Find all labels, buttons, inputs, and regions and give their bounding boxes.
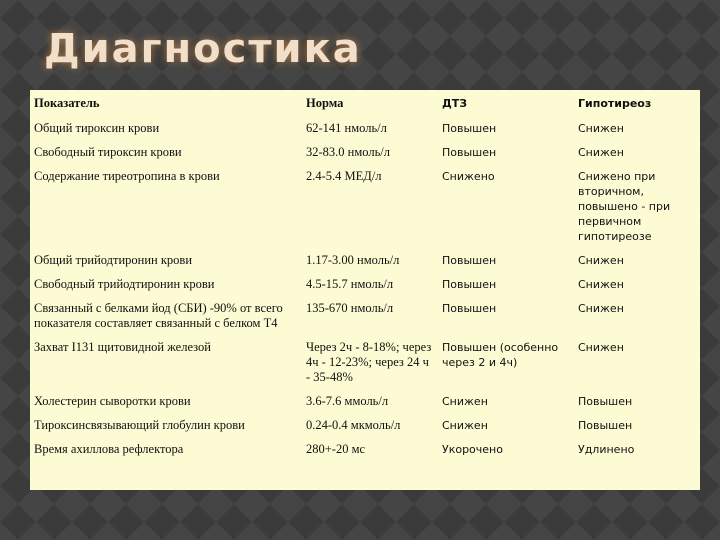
cell-dtz: Повышен — [442, 146, 497, 159]
slide-title: Диагностика — [44, 26, 362, 72]
cell-dtz: Укорочено — [442, 443, 503, 456]
cell-indicator: Свободный тироксин крови — [34, 145, 182, 159]
cell-indicator: Захват I131 щитовидной железой — [34, 340, 211, 354]
cell-indicator: Свободный трийодтиронин крови — [34, 277, 215, 291]
table-row — [30, 440, 700, 464]
table-row — [30, 338, 700, 392]
cell-indicator: Связанный с белками йод (СБИ) -90% от всего показателя составляет связанный с белком Т4 — [34, 301, 283, 330]
cell-hypothyroidism: Удлинено — [578, 443, 635, 456]
cell-hypothyroidism: Снижен — [578, 302, 624, 315]
cell-norm: 2.4-5.4 МЕД/л — [306, 169, 382, 183]
table-header-row — [30, 90, 700, 119]
cell-hypothyroidism: Повышен — [578, 419, 633, 432]
cell-hypothyroidism: Снижен — [578, 122, 624, 135]
cell-dtz: Снижен — [442, 395, 488, 408]
header-indicator: Показатель — [34, 96, 100, 110]
table-row — [30, 143, 700, 167]
cell-dtz: Повышен — [442, 278, 497, 291]
table-row — [30, 251, 700, 275]
table-row — [30, 119, 700, 143]
cell-hypothyroidism: Снижен — [578, 254, 624, 267]
cell-indicator: Время ахиллова рефлектора — [34, 442, 184, 456]
cell-norm: Через 2ч - 8-18%; через 4ч - 12-23%; через 24 ч - 35-48% — [306, 340, 432, 384]
cell-dtz: Снижено — [442, 170, 495, 183]
cell-dtz: Повышен — [442, 122, 497, 135]
table-row — [30, 275, 700, 299]
cell-hypothyroidism: Снижен — [578, 146, 624, 159]
header-hypothyroidism: Гипотиреоз — [578, 97, 652, 110]
cell-indicator: Общий тироксин крови — [34, 121, 160, 135]
cell-norm: 0.24-0.4 мкмоль/л — [306, 418, 401, 432]
cell-norm: 135-670 нмоль/л — [306, 301, 394, 315]
cell-indicator: Общий трийодтиронин крови — [34, 253, 193, 267]
cell-norm: 4.5-15.7 нмоль/л — [306, 277, 394, 291]
cell-hypothyroidism: Снижен — [578, 278, 624, 291]
cell-norm: 3.6-7.6 ммоль/л — [306, 394, 389, 408]
table-row — [30, 416, 700, 440]
cell-indicator: Содержание тиреотропина в крови — [34, 169, 220, 183]
cell-hypothyroidism: Повышен — [578, 395, 633, 408]
cell-norm: 32-83.0 нмоль/л — [306, 145, 390, 159]
cell-hypothyroidism: Снижен — [578, 341, 624, 354]
table-row — [30, 167, 700, 251]
cell-dtz: Повышен (особенно через 2 и 4ч) — [442, 341, 559, 369]
cell-dtz: Повышен — [442, 302, 497, 315]
cell-norm: 1.17-3.00 нмоль/л — [306, 253, 400, 267]
table-row — [30, 392, 700, 416]
header-norm: Норма — [306, 96, 344, 110]
table-row — [30, 299, 700, 338]
cell-norm: 280+-20 мс — [306, 442, 366, 456]
table-body — [30, 119, 700, 464]
cell-hypothyroidism: Снижено при вторичном, повышено - при первичном гипотиреозе — [578, 170, 671, 243]
cell-dtz: Повышен — [442, 254, 497, 267]
cell-dtz: Снижен — [442, 419, 488, 432]
cell-norm: 62-141 нмоль/л — [306, 121, 387, 135]
diagnostics-table-container — [30, 90, 700, 490]
cell-indicator: Холестерин сыворотки крови — [34, 394, 191, 408]
header-dtz: ДТЗ — [442, 97, 468, 110]
cell-indicator: Тироксинсвязывающий глобулин крови — [34, 418, 245, 432]
diagnostics-table — [30, 90, 700, 464]
